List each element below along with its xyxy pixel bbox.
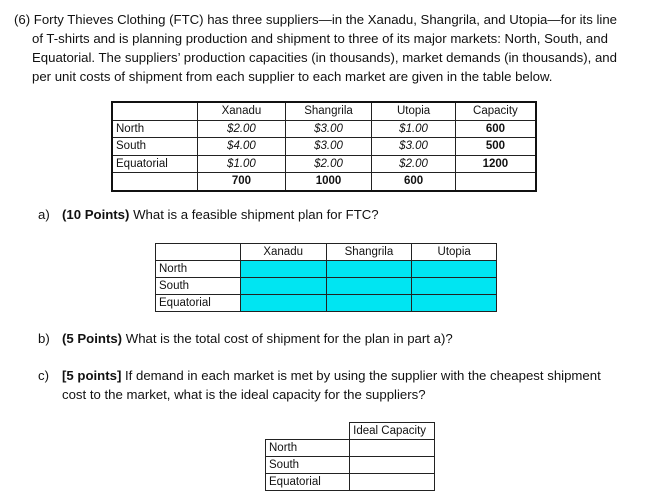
cost-cell: $2.00 — [285, 155, 372, 173]
header-utopia: Utopia — [412, 244, 497, 261]
table-row — [156, 261, 497, 278]
row-label-equatorial: Equatorial — [266, 474, 350, 491]
capacity-cell: 500 — [455, 138, 536, 156]
intro-line-1: (6) Forty Thieves Clothing (FTC) has three suppliers—in the Xanadu, Shangrila, and Utopia—for its line — [14, 12, 617, 27]
shipment-input-cell[interactable] — [326, 278, 412, 295]
shipment-input-cell[interactable] — [412, 278, 497, 295]
shipment-plan-table — [155, 243, 497, 312]
cost-cell: $2.00 — [372, 155, 455, 173]
table-row — [156, 295, 497, 312]
intro-line-3: Equatorial. The suppliers’ production capacities (in thousands), market demands (in thousands), and — [32, 50, 617, 65]
ideal-capacity-input-cell[interactable] — [350, 457, 435, 474]
shipment-input-cell[interactable] — [326, 261, 412, 278]
shipment-plan-corner — [156, 244, 241, 261]
header-utopia: Utopia — [372, 102, 455, 120]
header-xanadu: Xanadu — [198, 102, 286, 120]
row-label-equatorial: Equatorial — [112, 155, 198, 173]
cost-cell: $3.00 — [285, 138, 372, 156]
header-shangrila: Shangrila — [285, 102, 372, 120]
row-label-north: North — [156, 261, 241, 278]
header-capacity: Capacity — [455, 102, 536, 120]
table-row — [266, 440, 435, 457]
table-row — [266, 457, 435, 474]
question-b-label: b) — [38, 331, 50, 346]
question-c — [38, 366, 601, 404]
cost-cell: $3.00 — [285, 120, 372, 138]
question-c-text-line-2: cost to the market, what is the ideal capacity for the suppliers? — [62, 387, 426, 402]
demand-empty-cell — [455, 173, 536, 191]
question-c-label: c) — [38, 368, 49, 383]
question-b-text: What is the total cost of shipment for the plan in part a)? — [122, 331, 453, 346]
shipment-input-cell[interactable] — [240, 295, 326, 312]
ideal-capacity-table — [265, 422, 435, 491]
question-a-points: (10 Points) — [62, 207, 130, 222]
shipment-input-cell[interactable] — [240, 278, 326, 295]
table-row — [156, 278, 497, 295]
shipment-input-cell[interactable] — [326, 295, 412, 312]
demand-cell: 1000 — [285, 173, 372, 191]
question-a — [38, 205, 379, 224]
cost-cell: $1.00 — [198, 155, 286, 173]
intro-line-2: of T-shirts and is planning production and shipment to three of its major markets: North, South, and — [32, 31, 608, 46]
row-label-south: South — [156, 278, 241, 295]
question-a-label: a) — [38, 207, 50, 222]
demand-row — [112, 173, 536, 191]
question-a-text: What is a feasible shipment plan for FTC? — [129, 207, 379, 222]
question-c-text: If demand in each market is met by using the supplier with the cheapest shipment — [121, 368, 601, 383]
shipment-input-cell[interactable] — [412, 261, 497, 278]
row-label-south: South — [112, 138, 198, 156]
cost-cell: $2.00 — [198, 120, 286, 138]
table-row — [112, 155, 536, 173]
cost-cell: $3.00 — [372, 138, 455, 156]
shipment-input-cell[interactable] — [240, 261, 326, 278]
ideal-capacity-input-cell[interactable] — [350, 440, 435, 457]
row-label-equatorial: Equatorial — [156, 295, 241, 312]
ideal-capacity-corner — [266, 423, 350, 440]
ideal-capacity-input-cell[interactable] — [350, 474, 435, 491]
demand-cell: 600 — [372, 173, 455, 191]
capacity-cell: 600 — [455, 120, 536, 138]
question-b — [38, 329, 453, 348]
header-shangrila: Shangrila — [326, 244, 412, 261]
shipment-plan-header — [156, 244, 497, 261]
problem-intro — [14, 10, 654, 86]
shipment-input-cell[interactable] — [412, 295, 497, 312]
row-label-north: North — [112, 120, 198, 138]
ideal-capacity-header — [266, 423, 435, 440]
cost-cell: $1.00 — [372, 120, 455, 138]
question-b-points: (5 Points) — [62, 331, 123, 346]
row-label-north: North — [266, 440, 350, 457]
header-ideal-capacity: Ideal Capacity — [350, 423, 435, 440]
intro-line-4: per unit costs of shipment from each supplier to each market are given in the table below. — [32, 69, 553, 84]
cost-table-header — [112, 102, 536, 120]
row-label-south: South — [266, 457, 350, 474]
table-row — [266, 474, 435, 491]
table-row — [112, 138, 536, 156]
question-c-points: [5 points] — [62, 368, 122, 383]
demand-row-label — [112, 173, 198, 191]
header-xanadu: Xanadu — [240, 244, 326, 261]
cost-table — [111, 101, 537, 192]
table-row — [112, 120, 536, 138]
cost-cell: $4.00 — [198, 138, 286, 156]
capacity-cell: 1200 — [455, 155, 536, 173]
cost-table-corner — [112, 102, 198, 120]
demand-cell: 700 — [198, 173, 286, 191]
